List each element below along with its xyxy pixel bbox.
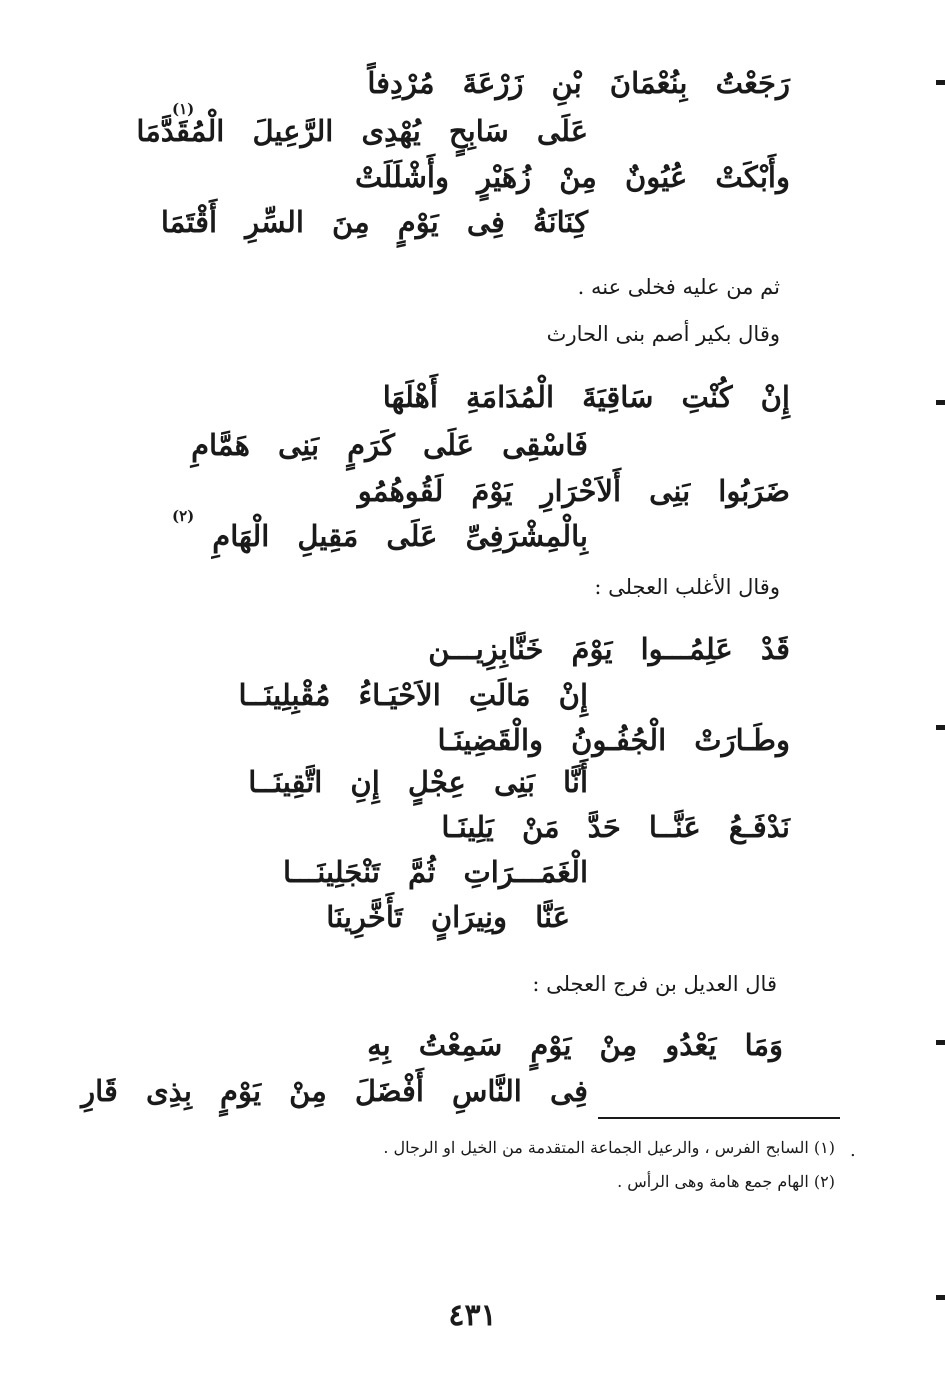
- bullet-mark: .: [850, 1140, 856, 1161]
- edge-mark: [936, 1295, 945, 1300]
- footnote: (٢) الهام جمع هامة وهى الرأس .: [617, 1172, 835, 1191]
- verse-line: أَنَّا بَنِى عِجْلٍ إِنِ اتَّقِينَــا: [248, 765, 588, 799]
- edge-mark: [936, 400, 945, 405]
- verse-line: ضَرَبُوا بَنِى أَلاَحْرَارِ يَوْمَ لَقُوهُمُو: [357, 474, 790, 508]
- verse-line: كِنَانَةُ فِى يَوْمٍ مِنَ السِّرِ أَقْتَمَا: [160, 205, 588, 239]
- verse-line: نَدْفَـعُ عَنَّــا حَدَّ مَنْ يَلِينَـا: [441, 810, 790, 844]
- verse-line: قَدْ عَلِمُـــوا يَوْمَ خَنَّابِزِيـــن: [428, 632, 790, 666]
- verse-line: عَنَّا ونِيرَانٍ تَأَخَّرِينَا: [326, 900, 570, 934]
- page-number: ٤٣١: [448, 1298, 497, 1333]
- footnote-marker: (٢): [172, 507, 195, 525]
- edge-mark: [936, 80, 945, 85]
- verse-line: رَجَعْتُ بِنُعْمَانَ بْنِ زَرْعَةَ مُرْدِفاً: [367, 66, 790, 100]
- edge-mark: [936, 1040, 945, 1045]
- footnote: (١) السابح الفرس ، والرعيل الجماعة المتقدمة من الخيل او الرجال .: [383, 1138, 835, 1157]
- edge-mark: [936, 725, 945, 730]
- verse-line: عَلَى سَابِحٍ يُهْدِى الرَّعِيلَ الْمُقَدَّمَا: [136, 114, 588, 148]
- prose-line: وقال الأغلب العجلى :: [594, 575, 780, 599]
- verse-line: وَمَا يَعْدُو مِنْ يَوْمٍ سَمِعْتُ بِهِ: [367, 1028, 783, 1062]
- prose-line: وقال بكير أصم بنى الحارث: [546, 322, 780, 346]
- verse-line: وأَبْكَتْ عُيُونٌ مِنْ زُهَيْرٍ وأَشْلَلَتْ: [354, 160, 790, 194]
- verse-line: إِنْ مَالَتِ الاَحْيَـاءُ مُقْبِلِينَــا: [238, 678, 588, 712]
- verse-line: الْغَمَـــرَاتِ ثُمَّ تَنْجَلِينَـــا: [282, 855, 588, 889]
- verse-line: فَاسْقِى عَلَى كَرَمٍ بَنِى هَمَّامِ: [191, 428, 588, 462]
- verse-line: وطَـارَتْ الْجُفُـونُ والْقَضِينَـا: [437, 723, 790, 757]
- verse-line: بِالْمِشْرَفِىِّ عَلَى مَقِيلِ الْهَامِ: [212, 519, 588, 553]
- verse-line: إِنْ كُنْتِ سَاقِيَةَ الْمُدَامَةِ أَهْلَهَا: [382, 380, 790, 414]
- footnote-marker: (١): [172, 100, 195, 118]
- prose-line: ثم من عليه فخلى عنه .: [577, 275, 780, 299]
- prose-line: قال العديل بن فرج العجلى :: [532, 972, 777, 996]
- verse-line: فِى النَّاسِ أَفْضَلَ مِنْ يَوْمٍ بِذِى قَارِ: [81, 1074, 588, 1108]
- footnote-divider: [598, 1117, 840, 1119]
